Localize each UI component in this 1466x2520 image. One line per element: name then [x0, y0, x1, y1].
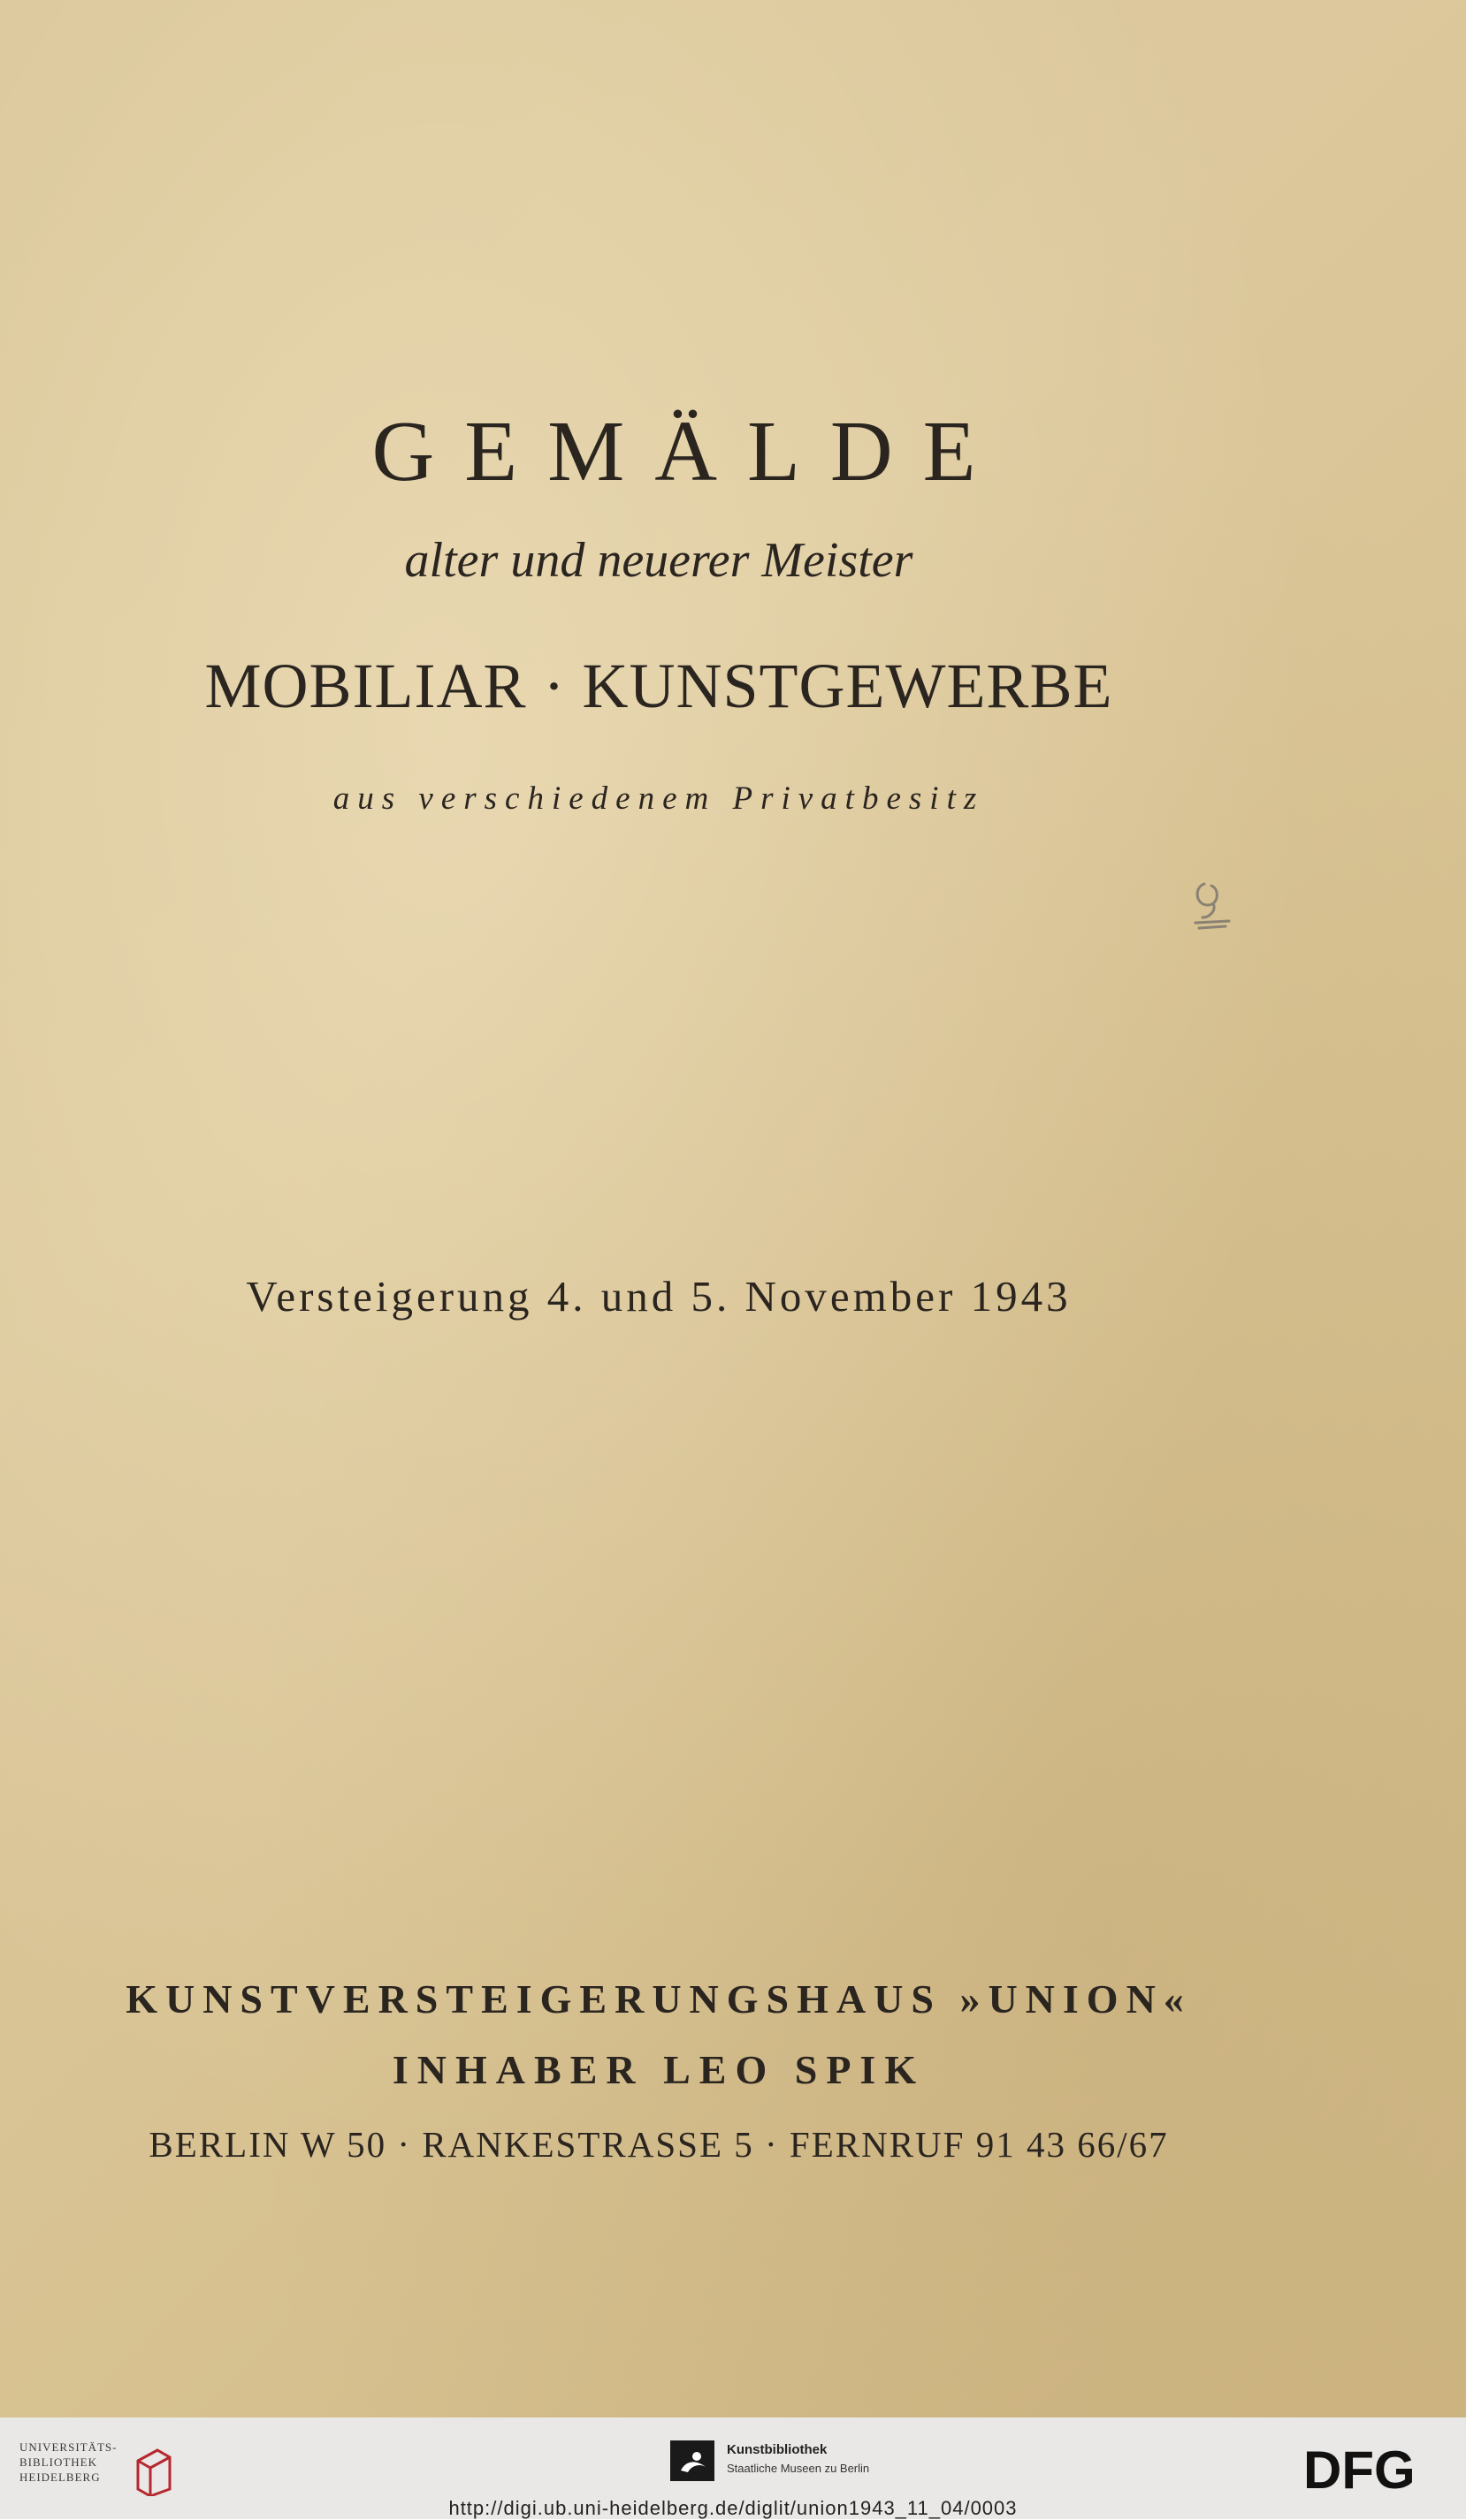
ub-line: HEIDELBERG [19, 2471, 101, 2484]
categories-heading: MOBILIAR · KUNSTGEWERBE [204, 651, 1113, 721]
subtitle: alter und neuerer Meister [404, 533, 913, 588]
ub-line: UNIVERSITÄTS- [19, 2440, 118, 2454]
auction-date: Versteigerung 4. und 5. November 1943 [246, 1272, 1072, 1321]
page-title: GEMÄLDE [371, 404, 1006, 499]
footer-bar [0, 2417, 1466, 2519]
kunstbibliothek-logo[interactable] [670, 2435, 953, 2488]
pencil-mark-icon [1187, 873, 1240, 935]
owner-line: INHABER LEO SPIK [392, 2047, 926, 2092]
kunstbibliothek-name: Kunstbibliothek [727, 2442, 828, 2457]
university-library-text [19, 2440, 134, 2485]
university-library-icon [133, 2445, 175, 2496]
address-line: BERLIN W 50 · RANKESTRASSE 5 · FERNRUF 91 43 66/67 [149, 2124, 1169, 2165]
kunstbibliothek-icon [670, 2440, 714, 2481]
dfg-logo-text: DFG [1303, 2442, 1416, 2495]
ub-line: BIBLIOTHEK [19, 2455, 97, 2469]
provenance-line: aus verschiedenem Privatbesitz [332, 780, 985, 817]
permalink-url[interactable]: http://digi.ub.uni-heidelberg.de/diglit/union1943_11_04/0003 [448, 2497, 1018, 2519]
dfg-logo-icon[interactable] [1303, 2442, 1445, 2495]
kunstbibliothek-subtitle: Staatliche Museen zu Berlin [727, 2462, 870, 2475]
university-library-logo[interactable] [19, 2440, 196, 2501]
auction-house: KUNSTVERSTEIGERUNGSHAUS »UNION« [126, 1976, 1192, 2021]
